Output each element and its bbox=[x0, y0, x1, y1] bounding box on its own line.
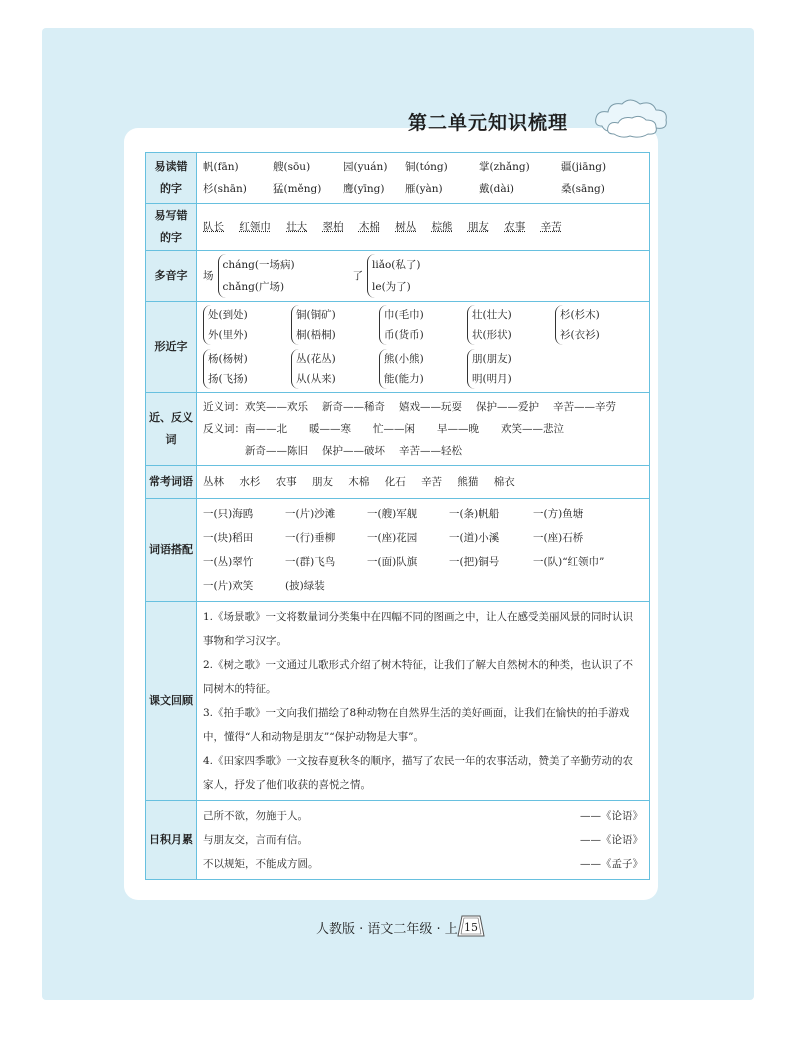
word-item: 水杉 bbox=[239, 476, 261, 488]
proverb-source: ——《论语》 bbox=[580, 810, 643, 822]
collocation-item: (披)绿装 bbox=[285, 580, 325, 592]
review-item: 2.《树之歌》一文通过儿歌形式介绍了树木特征，让我们了解大自然树木的种类，也认识了不同树木的特征。 bbox=[203, 659, 634, 695]
similar-char-pair: 处(到处) 外(里外) bbox=[203, 305, 291, 345]
proverb-row bbox=[203, 828, 643, 852]
collocation-item: 一(只)海鸥 bbox=[203, 508, 254, 520]
section-label: 多音字 bbox=[146, 251, 197, 302]
page-title: 第二单元知识梳理 bbox=[408, 112, 569, 134]
pinyin-char: 掌(zhǎng) bbox=[479, 161, 530, 173]
similar-char-pair: 朋(朋友) 明(明月) bbox=[467, 349, 555, 389]
word-item: 辛苦 bbox=[421, 476, 443, 488]
page-number: 15 bbox=[464, 921, 478, 934]
reading: le(为了) bbox=[372, 281, 411, 293]
antonym-pair: 新奇——陈旧 bbox=[245, 445, 308, 457]
collocation-item: 一(条)帆船 bbox=[449, 508, 500, 520]
section-jinfan bbox=[146, 393, 650, 466]
section-label: 课文回顾 bbox=[146, 602, 197, 801]
word-item: 队长 bbox=[203, 221, 224, 233]
section-label: 形近字 bbox=[146, 302, 197, 393]
review-item: 3.《拍手歌》一文向我们描绘了8种动物在自然界生活的美好画面，让我们在愉快的拍手游戏中，懂得“人和动物是朋友”“保护动物是大事”。 bbox=[203, 707, 630, 743]
word-item: 朋友 bbox=[467, 221, 489, 233]
collocation-item: 一(把)铜号 bbox=[449, 556, 500, 568]
similar-char-pair: 丛(花丛) 从(从来) bbox=[291, 349, 379, 389]
similar-char-pair: 熊(小熊) 能(能力) bbox=[379, 349, 467, 389]
reading: chǎng(广场) bbox=[222, 281, 285, 293]
word-item: 农事 bbox=[275, 476, 297, 488]
yidu-row-2 bbox=[203, 178, 643, 200]
polyphone-char: 了 bbox=[352, 270, 363, 282]
word-item: 熊猫 bbox=[457, 476, 479, 488]
pinyin-char: 艘(sōu) bbox=[273, 161, 311, 173]
similar-char-pair: 壮(壮大) 状(形状) bbox=[467, 305, 555, 345]
yidu-row-1 bbox=[203, 156, 643, 178]
synonym-pair: 新奇——稀奇 bbox=[322, 401, 385, 413]
collocation-item: 一(道)小溪 bbox=[449, 532, 500, 544]
proverb-text: 己所不欲，勿施于人。 bbox=[203, 810, 308, 822]
collocation-item: 一(队)“红领巾” bbox=[533, 556, 605, 568]
footer-text: 人教版 · 语文二年级 · 上 bbox=[316, 922, 458, 937]
word-item: 化石 bbox=[384, 476, 406, 488]
pinyin-char: 园(yuán) bbox=[343, 161, 388, 173]
collocation-item: 一(面)队旗 bbox=[367, 556, 418, 568]
review-item: 4.《田家四季歌》一文按春夏秋冬的顺序，描写了农民一年的农事活动，赞美了辛勤劳动的农家人，抒发了他们收获的喜悦之情。 bbox=[203, 755, 634, 791]
collocation-row bbox=[203, 526, 643, 550]
section-label: 易读错 的字 bbox=[146, 153, 197, 204]
antonym-pair: 忙——闲 bbox=[373, 423, 415, 435]
word-item: 丛林 bbox=[203, 476, 224, 488]
synonym-row: 近义词： 欢笑——欢乐 新奇——稀奇 嬉戏——玩耍 保护——爱护 辛苦——辛劳 bbox=[203, 396, 643, 418]
similar-char-pair: 杉(杉木) 衫(衣衫) bbox=[555, 305, 643, 345]
pinyin-char: 疆(jiāng) bbox=[561, 161, 607, 173]
collocation-row bbox=[203, 502, 643, 526]
knowledge-table bbox=[145, 152, 650, 880]
collocation-item: 一(行)垂柳 bbox=[285, 532, 336, 544]
word-item: 壮大 bbox=[286, 221, 308, 233]
section-label: 词语搭配 bbox=[146, 499, 197, 602]
antonym-pair: 南——北 bbox=[245, 423, 287, 435]
word-item: 翠柏 bbox=[322, 221, 344, 233]
reading: cháng(一场病) bbox=[222, 259, 295, 271]
collocation-item: 一(丛)翠竹 bbox=[203, 556, 254, 568]
synonym-pair: 辛苦——辛劳 bbox=[553, 401, 616, 413]
synonym-pair: 保护——爱护 bbox=[476, 401, 539, 413]
collocation-row bbox=[203, 574, 643, 598]
section-label: 日积月累 bbox=[146, 801, 197, 880]
proverb-row bbox=[203, 804, 643, 828]
cloud-icon bbox=[592, 96, 672, 140]
collocation-item: 一(方)鱼塘 bbox=[533, 508, 584, 520]
pinyin-char: 猛(měng) bbox=[273, 183, 322, 195]
section-label: 常考词语 bbox=[146, 466, 197, 499]
section-label: 近、反义词 bbox=[146, 393, 197, 466]
collocation-item: 一(块)稻田 bbox=[203, 532, 254, 544]
word-item: 辛苦 bbox=[540, 221, 562, 233]
pinyin-char: 铜(tóng) bbox=[405, 161, 448, 173]
proverb-text: 与朋友交，言而有信。 bbox=[203, 834, 308, 846]
word-item: 树丛 bbox=[395, 221, 417, 233]
collocation-row bbox=[203, 550, 643, 574]
section-dapei bbox=[146, 499, 650, 602]
similar-char-pair: 巾(毛巾) 币(货币) bbox=[379, 305, 467, 345]
collocation-item: 一(片)欢笑 bbox=[203, 580, 254, 592]
antonym-row bbox=[203, 440, 643, 462]
review-item: 1.《场景歌》一文将数量词分类集中在四幅不同的图画之中，让人在感受美丽风景的同时认识事物和学习汉字。 bbox=[203, 611, 634, 647]
pinyin-char: 杉(shān) bbox=[203, 183, 247, 195]
section-riji bbox=[146, 801, 650, 880]
antonym-pair: 保护——破坏 bbox=[322, 445, 385, 457]
word-item: 木棉 bbox=[348, 476, 370, 488]
page-number-badge bbox=[456, 912, 486, 940]
section-yixie bbox=[146, 204, 650, 251]
collocation-item: 一(座)花园 bbox=[367, 532, 418, 544]
word-item: 棉衣 bbox=[493, 476, 515, 488]
pinyin-char: 戴(dài) bbox=[479, 183, 515, 195]
word-item: 朋友 bbox=[312, 476, 334, 488]
reading: liǎo(私了) bbox=[372, 259, 421, 271]
word-item: 木棉 bbox=[358, 221, 380, 233]
word-item: 棕熊 bbox=[431, 221, 453, 233]
pinyin-char: 帆(fān) bbox=[203, 161, 239, 173]
collocation-item: 一(群)飞鸟 bbox=[285, 556, 336, 568]
synonym-pair: 嬉戏——玩耍 bbox=[399, 401, 462, 413]
pinyin-char: 桑(sāng) bbox=[561, 183, 605, 195]
word-item: 红领巾 bbox=[239, 221, 271, 233]
collocation-item: 一(座)石桥 bbox=[533, 532, 584, 544]
proverb-text: 不以规矩，不能成方圆。 bbox=[203, 858, 319, 870]
word-item: 农事 bbox=[504, 221, 526, 233]
antonym-pair: 辛苦——轻松 bbox=[399, 445, 462, 457]
collocation-item: 一(片)沙滩 bbox=[285, 508, 336, 520]
collocation-item: 一(艘)军舰 bbox=[367, 508, 418, 520]
similar-char-pair: 杨(杨树) 扬(飞扬) bbox=[203, 349, 291, 389]
antonym-pair: 早——晚 bbox=[437, 423, 479, 435]
pinyin-char: 鹰(yīng) bbox=[343, 183, 385, 195]
polyphone-char: 场 bbox=[203, 270, 214, 282]
antonym-pair: 欢笑——悲泣 bbox=[501, 423, 564, 435]
proverb-row bbox=[203, 852, 643, 876]
pinyin-char: 雁(yàn) bbox=[405, 183, 443, 195]
proverb-source: ——《孟子》 bbox=[580, 858, 643, 870]
similar-char-pair: 铜(铜矿) 桐(梧桐) bbox=[291, 305, 379, 345]
antonym-pair: 暖——寒 bbox=[309, 423, 351, 435]
section-yidu bbox=[146, 153, 650, 204]
section-changkao bbox=[146, 466, 650, 499]
section-xingjin bbox=[146, 302, 650, 393]
synonym-pair: 欢笑——欢乐 bbox=[245, 401, 308, 413]
section-duoyin bbox=[146, 251, 650, 302]
section-label: 易写错 的字 bbox=[146, 204, 197, 251]
proverb-source: ——《论语》 bbox=[580, 834, 643, 846]
section-huigu bbox=[146, 602, 650, 801]
antonym-row: 反义词： 南——北 暖——寒 忙——闲 早——晚 欢笑——悲泣 bbox=[203, 418, 643, 440]
